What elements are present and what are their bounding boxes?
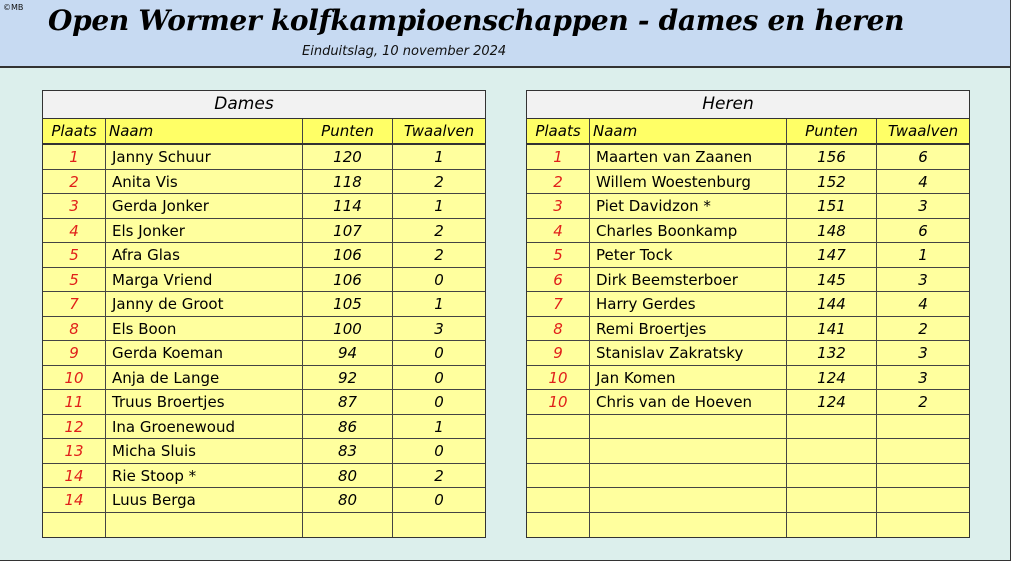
points-cell: 120 [303, 145, 393, 169]
place-cell: 3 [527, 194, 590, 218]
heren-table [526, 90, 970, 538]
table-row [527, 170, 969, 195]
table-row [43, 317, 485, 342]
name-cell [590, 513, 787, 538]
twelves-cell: 0 [434, 393, 444, 411]
place-cell [527, 464, 590, 488]
twelves-cell [877, 464, 969, 488]
table-row [527, 366, 969, 391]
table-row [43, 415, 485, 440]
points-cell: 152 [787, 170, 877, 194]
points-cell: 94 [303, 341, 393, 365]
name-cell: Anita Vis [106, 170, 303, 194]
twelves-cell: 2 [918, 393, 928, 411]
points-cell: 100 [303, 317, 393, 341]
name-cell: Jan Komen [590, 366, 787, 390]
points-cell [303, 513, 393, 538]
name-cell: Truus Broertjes [106, 390, 303, 414]
points-cell: 86 [303, 415, 393, 439]
name-cell: Maarten van Zaanen [590, 145, 787, 169]
table-row [43, 488, 485, 513]
place-cell: 2 [43, 170, 106, 194]
name-cell: Ina Groenewoud [106, 415, 303, 439]
place-cell [527, 513, 590, 538]
place-cell: 10 [527, 390, 590, 414]
table-row [527, 439, 969, 464]
place-cell: 1 [527, 145, 590, 169]
name-cell [590, 439, 787, 463]
table-row [527, 415, 969, 440]
subtitle: Einduitslag, 10 november 2024 [302, 44, 507, 59]
points-cell: 80 [303, 464, 393, 488]
page-title: Open Wormer kolfkampioenschappen - dames en heren [48, 4, 905, 37]
name-cell [106, 513, 303, 538]
name-cell: Willem Woestenburg [590, 170, 787, 194]
header-row [43, 119, 485, 145]
table-row [527, 513, 969, 538]
points-cell: 141 [787, 317, 877, 341]
twelves-cell: 1 [434, 295, 444, 313]
name-cell: Janny de Groot [106, 292, 303, 316]
place-cell: 8 [43, 317, 106, 341]
twelves-cell [877, 488, 969, 512]
points-cell: 147 [787, 243, 877, 267]
place-cell: 6 [527, 268, 590, 292]
name-cell: Afra Glas [106, 243, 303, 267]
table-row [527, 390, 969, 415]
table-row [43, 366, 485, 391]
place-cell: 10 [527, 366, 590, 390]
twelves-cell: 6 [918, 221, 928, 240]
twelves-cell: 2 [434, 221, 444, 240]
place-cell: 5 [527, 243, 590, 267]
points-cell: 92 [303, 366, 393, 390]
points-cell: 118 [303, 170, 393, 194]
twelves-cell: 0 [434, 442, 444, 460]
place-cell: 2 [527, 170, 590, 194]
twelves-cell: 1 [434, 197, 444, 215]
twelves-cell [877, 439, 969, 463]
name-cell: Charles Boonkamp [590, 219, 787, 243]
header-row [527, 119, 969, 145]
twelves-cell: 3 [918, 368, 928, 387]
twelves-cell: 4 [918, 172, 928, 191]
name-cell: Remi Broertjes [590, 317, 787, 341]
twelves-cell: 0 [434, 344, 444, 362]
points-cell: 145 [787, 268, 877, 292]
twelves-cell: 1 [434, 417, 444, 436]
points-cell: 107 [303, 219, 393, 243]
column-header: Punten [303, 119, 393, 143]
table-row [43, 268, 485, 293]
table-row [527, 292, 969, 317]
place-cell: 1 [43, 145, 106, 169]
twelves-cell: 6 [918, 148, 928, 166]
column-header: Twaalven [403, 122, 475, 140]
twelves-cell: 1 [434, 148, 444, 166]
points-cell [787, 464, 877, 488]
name-cell: Dirk Beemsterboer [590, 268, 787, 292]
name-cell: Stanislav Zakratsky [590, 341, 787, 365]
place-cell: 9 [527, 341, 590, 365]
table-row [527, 243, 969, 268]
place-cell [527, 439, 590, 463]
place-cell: 12 [43, 415, 106, 439]
table-row [43, 464, 485, 489]
table-row [527, 268, 969, 293]
twelves-cell: 3 [434, 319, 444, 338]
table-title: Dames [43, 91, 485, 119]
table-row [43, 219, 485, 244]
name-cell: Marga Vriend [106, 268, 303, 292]
points-cell [787, 415, 877, 439]
twelves-cell: 1 [918, 246, 928, 264]
name-cell [590, 488, 787, 512]
table-row [527, 317, 969, 342]
twelves-cell: 3 [918, 344, 928, 362]
place-cell: 3 [43, 194, 106, 218]
column-header: Twaalven [887, 122, 959, 140]
place-cell: 14 [43, 464, 106, 488]
place-cell [43, 513, 106, 538]
table-row [43, 390, 485, 415]
place-cell: 4 [527, 219, 590, 243]
points-cell: 106 [303, 243, 393, 267]
table-row [43, 341, 485, 366]
twelves-cell: 3 [918, 270, 928, 289]
column-header: Naam [590, 119, 787, 143]
name-cell [590, 415, 787, 439]
twelves-cell [877, 415, 969, 439]
table-row [43, 439, 485, 464]
name-cell: Els Boon [106, 317, 303, 341]
banner [0, 0, 1010, 68]
twelves-cell: 3 [918, 197, 928, 215]
name-cell: Gerda Koeman [106, 341, 303, 365]
name-cell: Anja de Lange [106, 366, 303, 390]
table-row [527, 219, 969, 244]
name-cell: Rie Stoop * [106, 464, 303, 488]
points-cell: 144 [787, 292, 877, 316]
points-cell: 132 [787, 341, 877, 365]
dames-table [42, 90, 486, 538]
name-cell: Harry Gerdes [590, 292, 787, 316]
name-cell: Janny Schuur [106, 145, 303, 169]
place-cell: 7 [527, 292, 590, 316]
points-cell: 156 [787, 145, 877, 169]
twelves-cell: 2 [918, 319, 928, 338]
place-cell: 5 [43, 243, 106, 267]
points-cell [787, 488, 877, 512]
points-cell [787, 513, 877, 538]
twelves-cell [393, 513, 485, 538]
name-cell: Micha Sluis [106, 439, 303, 463]
copyright: ©MB [3, 3, 24, 12]
column-header: Naam [106, 119, 303, 143]
table-title: Heren [527, 91, 969, 119]
points-cell: 105 [303, 292, 393, 316]
column-header: Punten [787, 119, 877, 143]
twelves-cell: 4 [918, 295, 928, 313]
table-row [527, 194, 969, 219]
place-cell: 14 [43, 488, 106, 512]
place-cell: 13 [43, 439, 106, 463]
twelves-cell: 2 [434, 246, 444, 264]
points-cell: 148 [787, 219, 877, 243]
twelves-cell: 0 [434, 368, 444, 387]
name-cell: Els Jonker [106, 219, 303, 243]
name-cell: Piet Davidzon * [590, 194, 787, 218]
points-cell: 87 [303, 390, 393, 414]
place-cell [527, 415, 590, 439]
name-cell: Gerda Jonker [106, 194, 303, 218]
place-cell: 4 [43, 219, 106, 243]
column-header: Plaats [527, 119, 590, 143]
table-row [527, 464, 969, 489]
twelves-cell: 2 [434, 466, 444, 485]
table-row [527, 488, 969, 513]
points-cell: 80 [303, 488, 393, 512]
twelves-cell: 2 [434, 172, 444, 191]
place-cell: 8 [527, 317, 590, 341]
twelves-cell [877, 513, 969, 538]
column-header: Plaats [43, 119, 106, 143]
name-cell: Chris van de Hoeven [590, 390, 787, 414]
twelves-cell: 0 [434, 491, 444, 509]
points-cell: 151 [787, 194, 877, 218]
name-cell: Peter Tock [590, 243, 787, 267]
place-cell: 7 [43, 292, 106, 316]
place-cell: 9 [43, 341, 106, 365]
place-cell: 5 [43, 268, 106, 292]
name-cell [590, 464, 787, 488]
table-row [43, 170, 485, 195]
points-cell: 83 [303, 439, 393, 463]
points-cell: 124 [787, 390, 877, 414]
points-cell [787, 439, 877, 463]
points-cell: 124 [787, 366, 877, 390]
place-cell: 10 [43, 366, 106, 390]
place-cell [527, 488, 590, 512]
twelves-cell: 0 [434, 270, 444, 289]
table-row [527, 341, 969, 366]
points-cell: 106 [303, 268, 393, 292]
table-row [43, 292, 485, 317]
points-cell: 114 [303, 194, 393, 218]
table-row [43, 145, 485, 170]
table-row [43, 513, 485, 538]
place-cell: 11 [43, 390, 106, 414]
table-row [527, 145, 969, 170]
table-row [43, 194, 485, 219]
table-row [43, 243, 485, 268]
name-cell: Luus Berga [106, 488, 303, 512]
